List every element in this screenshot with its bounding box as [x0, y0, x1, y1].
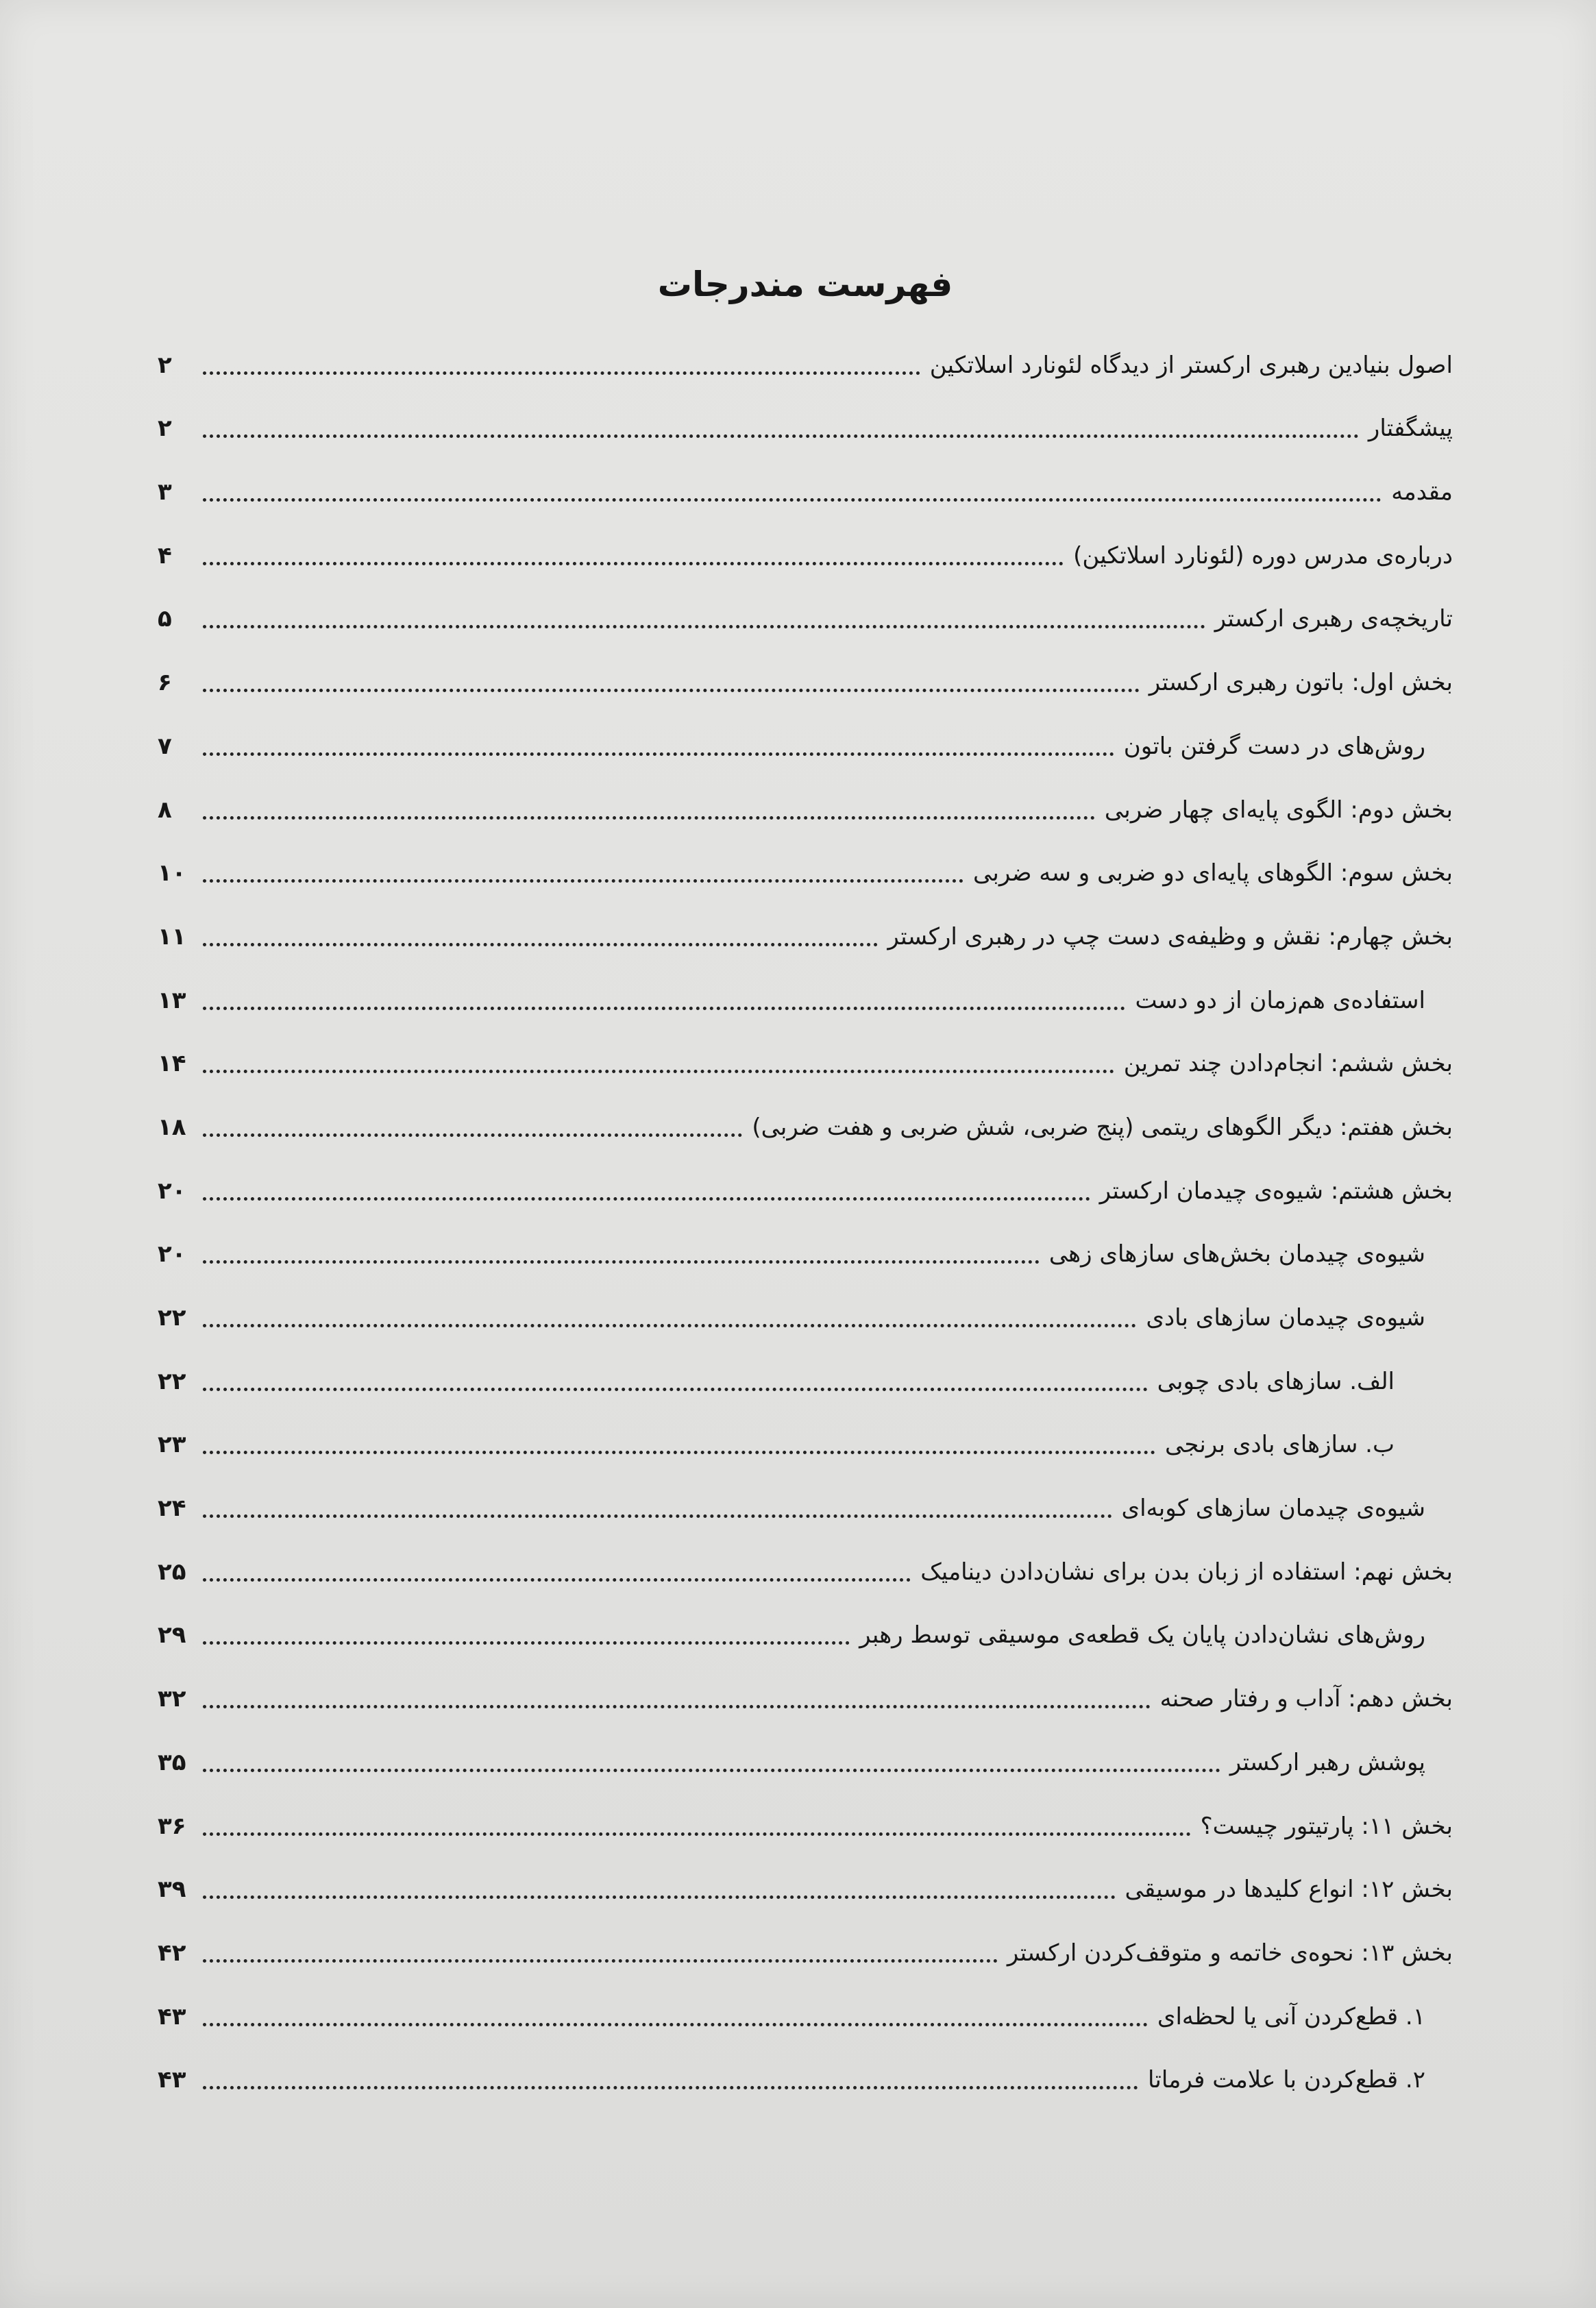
- toc-entry-page: ۳۹: [158, 1876, 186, 1904]
- toc-entry-label: بخش ۱۲: انواع کلیدها در موسیقی: [1125, 1876, 1453, 1904]
- dot-leader: [203, 1197, 1090, 1201]
- toc-entry-page: ۴۳: [158, 2066, 186, 2094]
- toc-entry-page: ۳۶: [158, 1812, 186, 1840]
- toc-entry-label: روش‌های در دست گرفتن باتون: [1123, 732, 1425, 760]
- toc-entry-label: بخش هشتم: شیوه‌ی چیدمان ارکستر: [1099, 1177, 1453, 1205]
- toc-entry: [158, 1654, 1453, 1718]
- toc-entry: [158, 511, 1453, 575]
- toc-entry-page: ۳۲: [158, 1685, 186, 1713]
- toc-entry: [158, 2036, 1453, 2100]
- dot-leader: [203, 498, 1382, 502]
- toc-entry: [158, 1020, 1453, 1083]
- toc-entry: [158, 447, 1453, 511]
- dot-leader: [203, 2086, 1138, 2089]
- dot-leader: [203, 562, 1064, 565]
- toc-entry-label: بخش دهم: آداب و رفتار صحنه: [1159, 1685, 1453, 1713]
- toc-entry-label: بخش هفتم: دیگر الگوهای ریتمی (پنج ضربی، شش ضربی و هفت ضربی): [752, 1113, 1453, 1141]
- toc-entry-page: ۲۳: [158, 1431, 186, 1459]
- toc-entry: [158, 638, 1453, 702]
- toc-entry: [158, 1464, 1453, 1527]
- table-of-contents: [158, 254, 1453, 2099]
- toc-entry-label: بخش دوم: الگوی پایه‌ای چهار ضربی: [1104, 796, 1453, 824]
- toc-entry: [158, 321, 1453, 384]
- toc-entry-page: ۲۲: [158, 1367, 186, 1395]
- dot-leader: [203, 752, 1114, 756]
- toc-entry: [158, 1972, 1453, 2036]
- toc-entry-label: روش‌های نشان‌دادن پایان یک قطعه‌ی موسیقی توسط رهبر: [859, 1621, 1425, 1649]
- dot-leader: [203, 1388, 1148, 1391]
- toc-entry-page: ۳۵: [158, 1748, 186, 1776]
- toc-entry-page: ۱۱: [158, 922, 186, 950]
- toc-entry-label: بخش اول: باتون رهبری ارکستر: [1149, 669, 1453, 697]
- toc-entry-label: شیوه‌ی چیدمان سازهای کوبه‌ای: [1121, 1495, 1425, 1523]
- dot-leader: [203, 1832, 1191, 1836]
- dot-leader: [203, 1007, 1125, 1010]
- toc-entry-page: ۲۰: [158, 1177, 186, 1205]
- toc-entry-label: استفاده‌ی هم‌زمان از دو دست: [1135, 986, 1425, 1014]
- toc-entry: [158, 956, 1453, 1020]
- toc-entry-page: ۱۸: [158, 1113, 186, 1141]
- dot-leader: [203, 1641, 850, 1645]
- toc-entry: [158, 1210, 1453, 1274]
- dot-leader: [203, 879, 963, 883]
- dot-leader: [203, 816, 1095, 820]
- toc-entry-page: ۴۲: [158, 1939, 186, 1967]
- toc-entry: [158, 1083, 1453, 1146]
- toc-entry-label: بخش چهارم: نقش و وظیفه‌ی دست چپ در رهبری ارکستر: [887, 922, 1453, 950]
- toc-entry-label: بخش ۱۱: پارتیتور چیست؟: [1200, 1812, 1453, 1840]
- toc-entry-page: ۲۹: [158, 1621, 186, 1649]
- toc-list: [158, 321, 1453, 2099]
- toc-entry-label: بخش ۱۳: نحوه‌ی خاتمه و متوقف‌کردن ارکستر: [1007, 1939, 1453, 1967]
- dot-leader: [203, 943, 878, 946]
- dot-leader: [203, 1769, 1220, 1772]
- dot-leader: [203, 1260, 1040, 1264]
- toc-entry-label: تاریخچه‌ی رهبری ارکستر: [1214, 605, 1453, 633]
- toc-entry-label: اصول بنیادین رهبری ارکستر از دیدگاه لئونارد اسلاتکین: [929, 351, 1453, 379]
- dot-leader: [203, 1514, 1112, 1518]
- toc-entry-page: ۶: [158, 669, 172, 697]
- toc-entry-label: پیشگفتار: [1368, 415, 1453, 443]
- toc-entry-label: بخش نهم: استفاده از زبان بدن برای نشان‌دادن دینامیک: [920, 1558, 1453, 1586]
- dot-leader: [203, 2023, 1148, 2026]
- toc-entry-label: مقدمه: [1391, 478, 1453, 506]
- toc-entry: [158, 892, 1453, 956]
- dot-leader: [203, 1324, 1136, 1327]
- toc-entry-page: ۲: [158, 415, 172, 443]
- toc-entry: [158, 1527, 1453, 1591]
- toc-entry-page: ۲۴: [158, 1495, 186, 1523]
- dot-leader: [203, 1578, 911, 1582]
- toc-entry-label: پوشش رهبر ارکستر: [1229, 1748, 1425, 1776]
- toc-entry: [158, 1273, 1453, 1337]
- toc-entry-label: الف. سازهای بادی چوبی: [1157, 1367, 1395, 1395]
- toc-entry-label: شیوه‌ی چیدمان سازهای بادی: [1146, 1304, 1425, 1331]
- dot-leader: [203, 371, 920, 375]
- toc-entry: [158, 1845, 1453, 1909]
- toc-entry-page: ۱۰: [158, 859, 186, 887]
- toc-entry-page: ۱۳: [158, 986, 186, 1014]
- toc-entry: [158, 765, 1453, 829]
- toc-entry-page: ۴۳: [158, 2002, 186, 2030]
- toc-entry-page: ۲۰: [158, 1240, 186, 1268]
- toc-entry-page: ۸: [158, 796, 172, 824]
- toc-entry: [158, 1908, 1453, 1972]
- dot-leader: [203, 1895, 1116, 1899]
- toc-entry: [158, 1718, 1453, 1782]
- toc-title: فهرست مندرجات: [657, 265, 953, 304]
- dot-leader: [203, 434, 1359, 438]
- toc-entry-label: درباره‌ی مدرس دوره (لئونارد اسلاتکین): [1073, 541, 1453, 569]
- toc-entry: [158, 829, 1453, 893]
- toc-entry-label: ۲. قطع‌کردن با علامت فرماتا: [1148, 2066, 1425, 2094]
- toc-entry: [158, 1591, 1453, 1655]
- toc-entry: [158, 575, 1453, 639]
- toc-entry-page: ۱۴: [158, 1050, 186, 1078]
- toc-entry: [158, 1782, 1453, 1845]
- dot-leader: [203, 625, 1205, 628]
- toc-entry-page: ۲۵: [158, 1558, 186, 1586]
- toc-entry-page: ۲۲: [158, 1304, 186, 1331]
- toc-entry: [158, 384, 1453, 448]
- toc-entry-label: ب. سازهای بادی برنجی: [1165, 1431, 1395, 1459]
- toc-entry-label: بخش سوم: الگوهای پایه‌ای دو ضربی و سه ضربی: [973, 859, 1453, 887]
- dot-leader: [203, 1705, 1151, 1708]
- toc-entry-label: ۱. قطع‌کردن آنی یا لحظه‌ای: [1157, 2002, 1425, 2030]
- dot-leader: [203, 1070, 1114, 1073]
- toc-entry-label: بخش ششم: انجام‌دادن چند تمرین: [1123, 1050, 1453, 1078]
- dot-leader: [203, 1959, 998, 1963]
- toc-entry-page: ۷: [158, 732, 172, 760]
- dot-leader: [203, 1133, 742, 1137]
- toc-entry-label: شیوه‌ی چیدمان بخش‌های سازهای زهی: [1048, 1240, 1425, 1268]
- toc-entry: [158, 702, 1453, 765]
- toc-entry: [158, 1337, 1453, 1401]
- toc-entry-page: ۴: [158, 541, 172, 569]
- toc-entry-page: ۳: [158, 478, 172, 506]
- toc-entry: [158, 1401, 1453, 1464]
- toc-entry: [158, 1146, 1453, 1210]
- dot-leader: [203, 689, 1140, 692]
- toc-entry-page: ۲: [158, 351, 172, 379]
- toc-entry-page: ۵: [158, 605, 172, 633]
- dot-leader: [203, 1451, 1155, 1454]
